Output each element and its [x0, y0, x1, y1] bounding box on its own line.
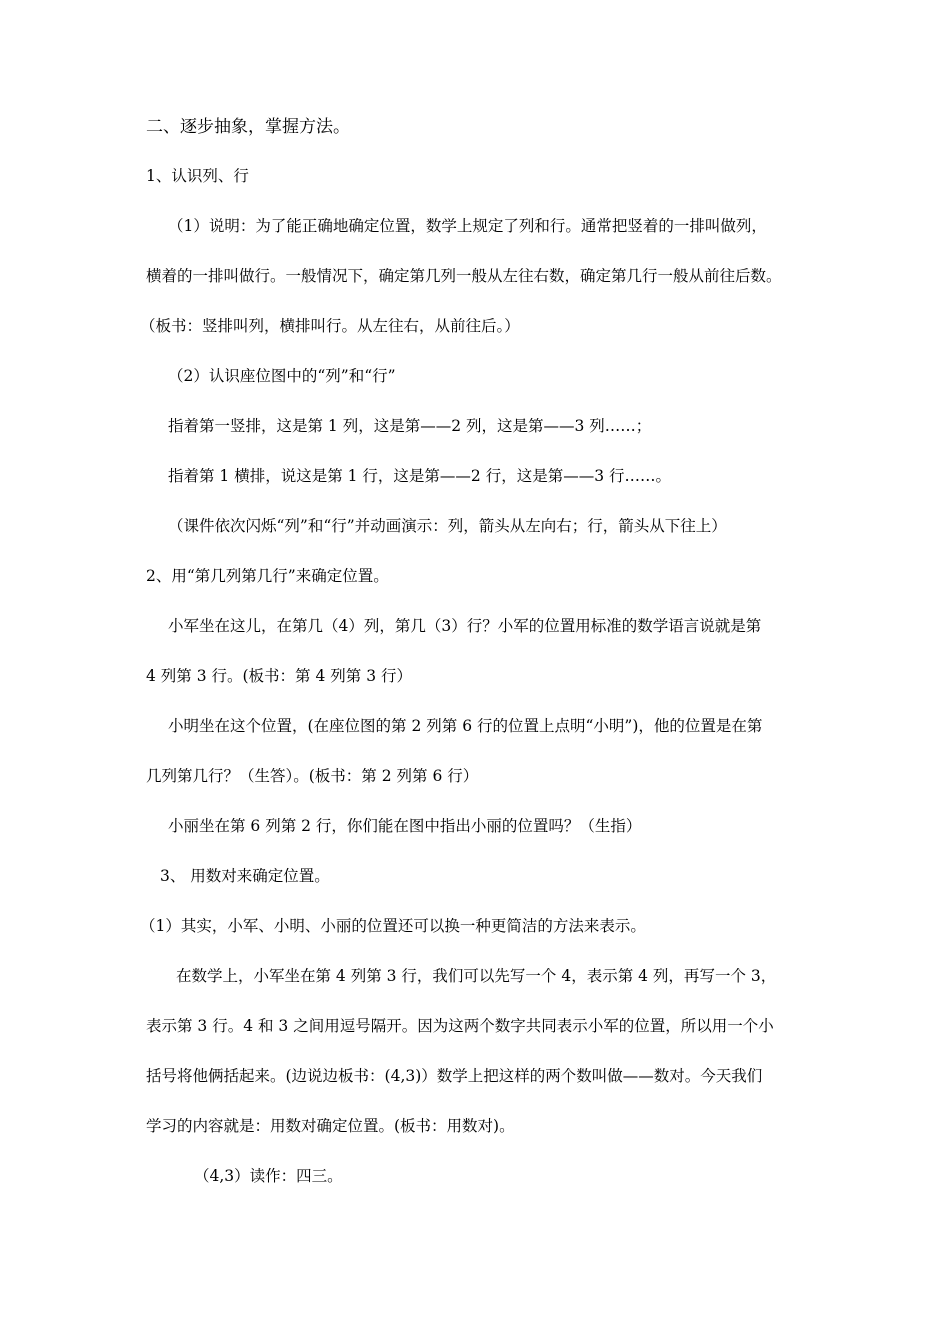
- section-heading: 二、逐步抽象，掌握方法。: [146, 117, 350, 137]
- paragraph-line: 小明坐在这个位置，(在座位图的第 2 列第 6 行的位置上点明“小明”)，他的位置是在第: [168, 717, 763, 735]
- paragraph-line: 在数学上，小军坐在第 4 列第 3 行，我们可以先写一个 4，表示第 4 列，再写一个 3，: [176, 967, 777, 985]
- paragraph-line: （板书：竖排叫列，横排叫行。从左往右，从前往后。）: [140, 317, 520, 335]
- paragraph-line: 横着的一排叫做行。一般情况下，确定第几列一般从左往右数，确定第几行一般从前往后数。: [146, 267, 782, 285]
- paragraph-line: 表示第 3 行。4 和 3 之间用逗号隔开。因为这两个数字共同表示小军的位置，所以用一个小: [146, 1017, 774, 1035]
- subheading-locate-position: 2、用“第几列第几行”来确定位置。: [146, 567, 389, 585]
- paragraph-line: （课件依次闪烁“列”和“行”并动画演示：列，箭头从左向右；行，箭头从下往上）: [168, 517, 727, 535]
- paragraph-line: 4 列第 3 行。(板书：第 4 列第 3 行）: [146, 667, 412, 685]
- subheading-number-pairs: 3、 用数对来确定位置。: [160, 867, 330, 885]
- paragraph-line: 小军坐在这儿，在第几（4）列，第几（3）行？小军的位置用标准的数学语言说就是第: [168, 617, 762, 635]
- paragraph-line: （1）说明：为了能正确地确定位置，数学上规定了列和行。通常把竖着的一排叫做列，: [168, 217, 767, 235]
- paragraph-line: （4,3）读作：四三。: [194, 1167, 343, 1185]
- paragraph-line: 括号将他俩括起来。(边说边板书：(4,3)）数学上把这样的两个数叫做——数对。今天我们: [146, 1067, 763, 1085]
- paragraph-line: 几列第几行？（生答）。(板书：第 2 列第 6 行）: [146, 767, 479, 785]
- subheading-columns-rows: 1、认识列、行: [146, 167, 249, 185]
- paragraph-line: （2）认识座位图中的“列”和“行”: [168, 367, 396, 385]
- paragraph-line: （1）其实，小军、小明、小丽的位置还可以换一种更简洁的方法来表示。: [140, 917, 646, 935]
- paragraph-line: 指着第 1 横排，说这是第 1 行，这是第——2 行，这是第——3 行……。: [168, 467, 672, 485]
- paragraph-line: 学习的内容就是：用数对确定位置。(板书：用数对)。: [146, 1117, 515, 1135]
- paragraph-line: 小丽坐在第 6 列第 2 行，你们能在图中指出小丽的位置吗？（生指）: [168, 817, 642, 835]
- paragraph-line: 指着第一竖排，这是第 1 列，这是第——2 列，这是第——3 列……；: [168, 417, 652, 435]
